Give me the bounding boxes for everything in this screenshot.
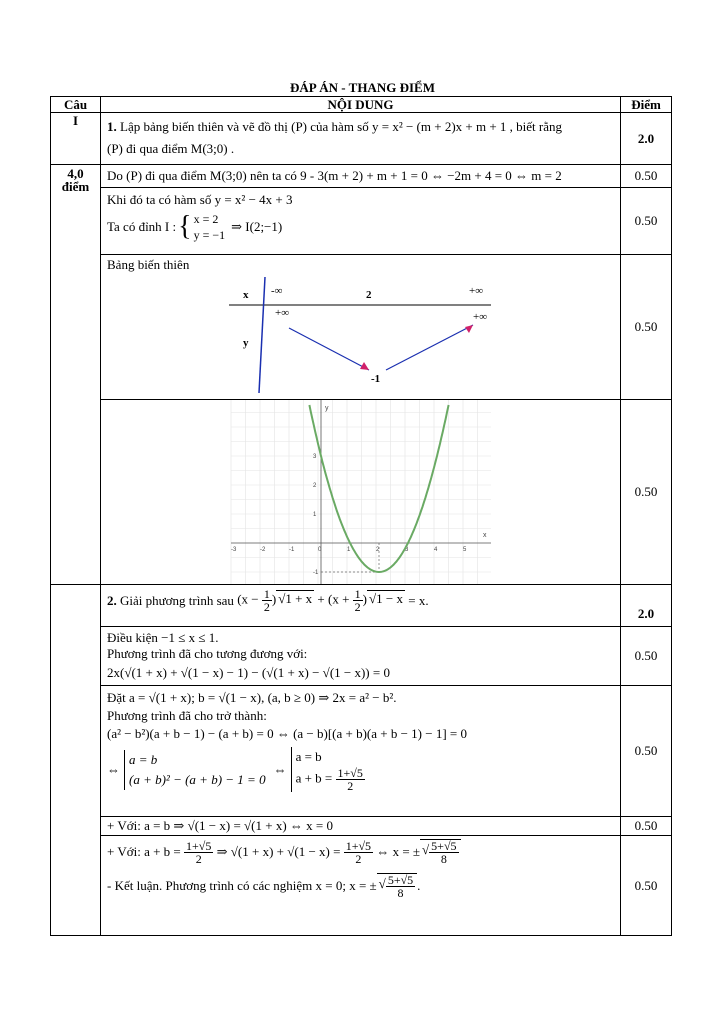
q1-system-row1: x = 2 xyxy=(193,212,219,226)
with2-frac1-num: 1+√5 xyxy=(186,838,212,853)
q1-step2-cell xyxy=(101,188,621,255)
q2-block2-points: 0.50 xyxy=(621,686,672,817)
x-tick-label: -2 xyxy=(260,547,266,553)
x-tick-label: 5 xyxy=(463,547,467,553)
x-tick-label: 1 xyxy=(347,547,351,553)
q1-step2-prefix: Ta có đỉnh I : xyxy=(107,219,177,234)
case-group-2 xyxy=(291,747,365,792)
with2-frac1-den: 2 xyxy=(195,851,202,866)
q1-step1-text: Do (P) đi qua điểm M(3;0) nên ta có 9 - 3(m + 2) + m + 1 = 0 ⇔ −2m + 4 = 0 ⇔ m = 2 xyxy=(107,168,562,183)
section-points-unit: điểm xyxy=(61,179,90,194)
q2-equiv: Phương trình đã cho tương đương với: xyxy=(107,646,308,661)
q2-block1-row xyxy=(51,627,672,686)
q1-step2-suffix: ⇒ I(2;−1) xyxy=(231,219,283,234)
q2-with1-row xyxy=(51,817,672,836)
q2-condition: Điều kiện −1 ≤ x ≤ 1. xyxy=(107,630,219,645)
y-tick-label: -1 xyxy=(313,570,319,576)
q1-statement-cell xyxy=(101,113,621,165)
q2-with2-row xyxy=(51,836,672,936)
with2-frac2-num: 1+√5 xyxy=(345,838,372,853)
y-tick-label: 2 xyxy=(313,483,317,489)
table-plus-inf-right: +∞ xyxy=(473,311,488,323)
q1-statement-row xyxy=(51,113,672,165)
q1-step2-line1: Khi đó ta có hàm số y = x² − 4x + 3 xyxy=(107,192,293,207)
q1-prefix: 1. xyxy=(107,119,117,134)
q2-statement-row xyxy=(51,585,672,627)
q2-set-line: Đặt a = √(1 + x); b = √(1 − x), (a, b ≥ 0) ⇒ 2x = a² − b². xyxy=(107,690,397,705)
q2-prefix: 2. xyxy=(107,592,117,608)
q1-statement-line2: (P) đi qua điểm M(3;0) . xyxy=(107,141,235,156)
case-group-1 xyxy=(124,750,266,790)
q1-table-points: 0.50 xyxy=(621,255,672,400)
q2-with2-points: 0.50 xyxy=(621,836,672,936)
q1-step1-points: 0.50 xyxy=(621,165,672,188)
golden-num: 1+√5 xyxy=(337,766,363,780)
q2-with1-cell xyxy=(101,817,621,836)
answer-table xyxy=(50,96,672,936)
q2-block2-cell xyxy=(101,686,621,817)
q2-block2-row xyxy=(51,686,672,817)
y-tick-label: 3 xyxy=(313,454,317,460)
q1-points: 2.0 xyxy=(621,113,672,165)
q1-step2-points: 0.50 xyxy=(621,188,672,255)
case-d xyxy=(296,767,365,792)
q1-step1-row xyxy=(51,165,672,188)
y-tick-label: 1 xyxy=(313,512,317,518)
header-row xyxy=(51,97,672,113)
q2-statement-cell xyxy=(101,585,621,627)
q2-with2-tail: ⇔ x = ± xyxy=(376,844,421,859)
q1-graph-row xyxy=(51,400,672,585)
x-axis-label: x xyxy=(483,532,487,539)
header-cau: Câu xyxy=(51,97,101,113)
q1-graph-cell xyxy=(101,400,621,585)
golden-den: 2 xyxy=(347,779,354,793)
conclusion-root-num: 5+√5 xyxy=(387,873,414,887)
x-tick-label: 4 xyxy=(434,547,438,553)
q1-graph-points: 0.50 xyxy=(621,400,672,585)
case-a: a = b xyxy=(129,751,158,767)
q2-equation: (x − $\frac{1}{2}$ ) √1 + x + (x + $\frac{1}{2}$ ) √1 − x xyxy=(237,587,403,614)
table-y-label: y xyxy=(243,337,249,349)
q1-table-cell xyxy=(101,255,621,400)
q2-equiv-eq: 2x(√(1 + x) + √(1 − x) − 1) − (√(1 + x) − √(1 − x)) = 0 xyxy=(107,665,390,680)
table-two: 2 xyxy=(366,289,372,301)
document-title: ĐÁP ÁN - THANG ĐIỂM xyxy=(290,80,435,95)
q1-system-row2: y = −1 xyxy=(193,228,226,242)
q2-statement: Giải phương trình sau xyxy=(120,592,234,608)
q2-with1-points: 0.50 xyxy=(621,817,672,836)
q2-with1: + Với: a = b ⇒ √(1 − x) = √(1 + x) ⇔ x = 0 xyxy=(107,818,333,833)
case-b: (a + b)² − (a + b) − 1 = 0 xyxy=(129,771,266,787)
q2-with2-mid: ⇒ √(1 + x) + √(1 − x) = xyxy=(216,844,341,859)
q1-step1-cell xyxy=(101,165,621,188)
q1-number-text: I xyxy=(72,113,79,128)
with2-root: √ $\frac{5+√5}{8}$ xyxy=(420,839,461,865)
with2-root-num: 5+√5 xyxy=(431,839,457,853)
table-x-label: x xyxy=(243,289,249,301)
table-plus-inf-top: +∞ xyxy=(469,285,484,297)
conclusion-root: √ $\frac{5+√5}{8}$ xyxy=(377,873,418,899)
x-tick-label: -3 xyxy=(231,547,237,553)
q2-block1-cell xyxy=(101,627,621,686)
case-c: a = b xyxy=(295,749,322,764)
q1-table-label: Bảng biến thiên xyxy=(107,257,190,272)
q2-becomes-eq: (a² − b²)(a + b − 1) − (a + b) = 0 ⇔ (a − b)[(a + b)(a + b − 1) − 1] = 0 xyxy=(107,726,468,741)
table-plus-inf-left: +∞ xyxy=(275,307,290,319)
header-diem: Điểm xyxy=(621,97,672,113)
q2-block1-points: 0.50 xyxy=(621,627,672,686)
q2-left-cell xyxy=(51,585,101,936)
case-d-prefix: a + b = xyxy=(295,770,333,786)
equiv-symbol-1: ⇔ xyxy=(107,761,120,777)
variation-table-lines xyxy=(101,255,621,399)
with2-frac2-den: 2 xyxy=(355,851,362,866)
q1-step2-row xyxy=(51,188,672,255)
equiv-symbol-2: ⇔ xyxy=(273,761,287,777)
q2-becomes: Phương trình đã cho trở thành: xyxy=(107,708,267,723)
q2-equation-tail: = x. xyxy=(408,592,429,608)
q1-system-brace: { xyxy=(178,211,192,242)
y-axis-label: y xyxy=(325,405,329,412)
conclusion-root-den: 8 xyxy=(397,886,404,900)
q1-number xyxy=(51,113,101,165)
parabola-graph xyxy=(101,400,621,584)
x-tick-label: -1 xyxy=(289,547,295,553)
q1-section-points xyxy=(51,165,101,585)
q2-with2-cell: + Với: a + b = $\frac{1+√5}{2}$ ⇒ √(1 + x) + √(1 − x) = $\frac{1+√5}{2}$ ⇔ x = ± √ $\frac{5+√5}{8}$ - Kết luận. Phương trình có các nghiệm x = 0; x = ± √ $\frac{5+√5}{8}$ . xyxy=(101,836,621,936)
q1-table-row xyxy=(51,255,672,400)
q2-conclusion: - Kết luận. Phương trình có các nghiệm x = 0; x = ± xyxy=(107,878,377,893)
x-tick-label: 0 xyxy=(318,547,322,553)
table-min: -1 xyxy=(371,373,381,385)
table-minus-inf: -∞ xyxy=(271,285,283,297)
header-noidung: NỘI DUNG xyxy=(101,97,621,113)
q2-points: 2.0 xyxy=(621,585,672,627)
x-tick-label: 3 xyxy=(405,547,409,553)
section-points-value: 4,0 xyxy=(67,166,84,181)
q1-statement-line1: Lập bảng biến thiên và vẽ đồ thị (P) của hàm số y = x² − (m + 2)x + m + 1 , biết rằng xyxy=(120,119,563,134)
q2-with2-prefix: + Với: a + b = xyxy=(107,844,181,859)
with2-root-den: 8 xyxy=(440,852,447,866)
x-tick-label: 2 xyxy=(376,547,380,553)
